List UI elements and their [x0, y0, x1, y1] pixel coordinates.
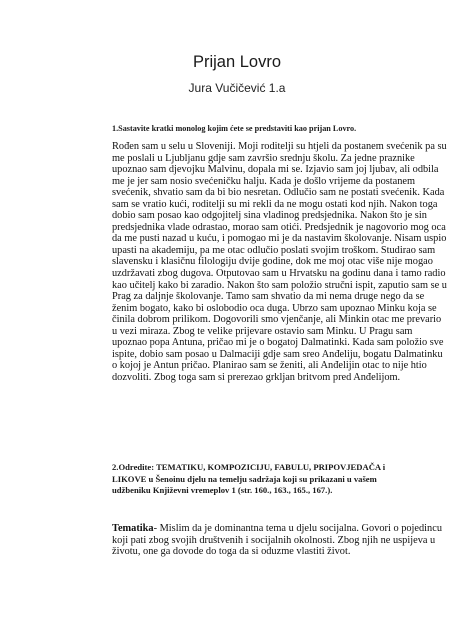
- paragraph-line: kao učitelj kako bi zaradio. Nakon što sam položio stručni ispit, zaputio sam se u: [112, 279, 447, 291]
- paragraph-line: uzdržavati zbog dugova. Otputovao sam u Hrvatsku na godinu dana i tamo radio: [112, 268, 446, 280]
- tematika-line: koji pati zbog svojih društvenih i socijalnih okolnosti. Zbog njih ne uspijeva u: [112, 534, 436, 546]
- paragraph-line: sam se vratio kući, roditelji su mi rekli da ne mogu ostati kod njih. Nakon toga: [112, 198, 438, 210]
- task-2-heading: 2.Odredite: TEMATIKU, KOMPOZICIJU, FABULU, PRIPOVJEDAČA i LIKOVE u Šenoinu djelu na temelju sadržaja koji su prikazani u vašem udžbeniku Književni vremeplov 1 (str. 160., 163., 165., 167.).: [112, 462, 386, 496]
- paragraph-line: dozvoliti. Zbog toga sam si prerezao grkljan britvom pred Anđelijom.: [112, 371, 401, 383]
- paragraph-line: u vezi miraza. Zbog te velike prijevare ostavio sam Minku. U Pragu sam: [112, 325, 413, 337]
- paragraph-line: Prag za daljnje školovanje. Tamo sam shvatio da mi nema druge nego da se: [112, 291, 425, 303]
- monologue-paragraph: [112, 141, 447, 383]
- paragraph-line: da me pusti nazad u kuću, i pomogao mi je da nastavim školovanje. Nisam uspio: [112, 233, 447, 245]
- tematika-line: životu, one ga dovode do toga da si oduzme vlastiti život.: [112, 546, 351, 558]
- tematika-first-line: [112, 523, 442, 535]
- paragraph-line: Rođen sam u selu u Sloveniji. Moji roditelji su htjeli da postanem svećenik pa su: [112, 141, 447, 152]
- paragraph-line: činila dobrom prilikom. Dogovorili smo vjenčanje, ali Minkin otac me prevario: [112, 314, 442, 326]
- tematika-paragraph: [112, 523, 442, 558]
- tematika-line-text: - Mislim da je dominantna tema u djelu socijalna. Govori o pojedincu: [153, 523, 442, 534]
- paragraph-line: upasti na akademiju, pa me otac odlučio poslati svojim troškom. Studirao sam: [112, 244, 436, 256]
- paragraph-line: me je jer sam nosio svećeničku halju. Kada je došlo vrijeme da postanem: [112, 175, 416, 187]
- paragraph-line: ispite, dobio sam posao u Dalmaciji gdje sam sreo Anđeliju, bogatu Dalmatinku: [112, 348, 443, 360]
- paragraph-line: ženim bogato, kako bi oslobodio oca duga. Ubrzo sam upoznao Minku koja se: [112, 302, 437, 314]
- paragraph-line: svećenik, shvatio sam da bi bio nesretan. Odlučio sam ne postati svećenik. Kada: [112, 187, 445, 199]
- paragraph-line: me poslali u Ljubljanu gdje sam završio srednju školu. Za jedne praznike: [112, 152, 415, 164]
- paragraph-line: upoznao sam djevojku Malvinu, dopala mi se. Izjavio sam joj ljubav, ali odbila: [112, 164, 439, 176]
- document-title: Prijan Lovro: [192, 53, 282, 71]
- tematika-label: Tematika: [112, 523, 154, 534]
- paragraph-line: o kojoj je Antun pričao. Planirao sam se ženiti, ali Anđelijin otac to nije htio: [112, 360, 427, 372]
- document-author: Jura Vučičević 1.a: [188, 81, 286, 95]
- paragraph-line: upoznao popa Antuna, pričao mi je o bogatoj Dalmatinki. Kada sam položio sve: [112, 337, 444, 349]
- task-1-heading: 1.Sastavite kratki monolog kojim ćete se predstaviti kao prijan Lovro.: [112, 124, 357, 133]
- paragraph-line: dobio sam posao kao odgojitelj sina vladinog predsjednika. Nakon što je sin: [112, 210, 427, 222]
- paragraph-line: slavensku i klasičnu filologiju dvije godine, dok me moj otac više nije mogao: [112, 256, 433, 268]
- paragraph-line: predsjednika vlade odrastao, morao sam otići. Predsjednik je nagovorio mog oca: [112, 221, 446, 233]
